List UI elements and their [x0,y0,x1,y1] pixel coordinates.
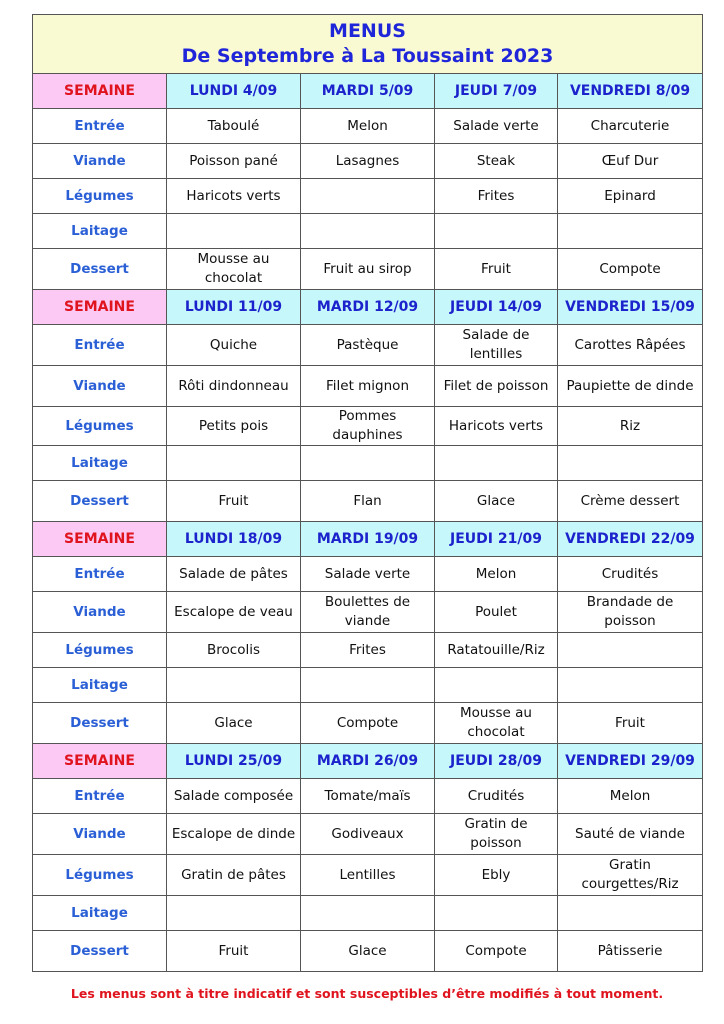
menu-cell: Tomate/maïs [301,779,435,814]
day-header: VENDREDI 29/09 [558,744,703,779]
menu-cell: Escalope de dinde [167,814,301,855]
row-label: Légumes [33,633,167,668]
menu-cell: Œuf Dur [558,144,703,179]
menu-row-legumes [33,407,703,446]
week-header-row [33,744,703,779]
menu-cell [167,668,301,703]
menu-cell: Poulet [435,592,558,633]
menu-row-laitage [33,668,703,703]
day-header: VENDREDI 22/09 [558,522,703,557]
menu-row-entree [33,109,703,144]
menu-cell [558,633,703,668]
day-header: LUNDI 25/09 [167,744,301,779]
menu-row-legumes [33,633,703,668]
week-label: SEMAINE [33,522,167,557]
title-row [33,15,703,74]
menu-cell: Godiveaux [301,814,435,855]
row-label: Dessert [33,703,167,744]
menu-cell [435,446,558,481]
menu-cell: Quiche [167,325,301,366]
menu-row-legumes [33,855,703,896]
menu-cell: Salade composée [167,779,301,814]
menu-cell: Haricots verts [435,407,558,446]
menu-cell: Boulettes de viande [301,592,435,633]
page-subtitle: De Septembre à La Toussaint 2023 [181,45,554,67]
menu-cell: Brandade de poisson [558,592,703,633]
menu-row-dessert [33,249,703,290]
menu-cell: Fruit au sirop [301,249,435,290]
menu-cell: Compote [558,249,703,290]
day-header: MARDI 26/09 [301,744,435,779]
row-label: Viande [33,366,167,407]
row-label: Dessert [33,249,167,290]
menu-cell: Mousse au chocolat [167,249,301,290]
row-label: Légumes [33,407,167,446]
menu-cell: Salade verte [435,109,558,144]
menu-cell: Taboulé [167,109,301,144]
menu-cell [301,896,435,931]
day-header: MARDI 19/09 [301,522,435,557]
day-header: JEUDI 21/09 [435,522,558,557]
menu-cell: Frites [301,633,435,668]
row-label: Légumes [33,179,167,214]
menu-cell: Escalope de veau [167,592,301,633]
week-label: SEMAINE [33,74,167,109]
menu-cell [301,668,435,703]
menu-cell: Pommes dauphines [301,407,435,446]
menu-cell: Melon [435,557,558,592]
footer-note: Les menus sont à titre indicatif et sont susceptibles d’être modifiés à tout moment. [70,986,664,1001]
menu-row-legumes [33,179,703,214]
day-header: JEUDI 7/09 [435,74,558,109]
menu-row-entree [33,779,703,814]
menu-cell: Petits pois [167,407,301,446]
menu-row-dessert [33,703,703,744]
menu-row-dessert [33,481,703,522]
menu-cell [301,446,435,481]
row-label: Légumes [33,855,167,896]
day-header: VENDREDI 8/09 [558,74,703,109]
row-label: Laitage [33,896,167,931]
menu-cell: Frites [435,179,558,214]
menu-cell: Carottes Râpées [558,325,703,366]
week-label: SEMAINE [33,744,167,779]
menu-cell: Poisson pané [167,144,301,179]
day-header: VENDREDI 15/09 [558,290,703,325]
row-label: Entrée [33,109,167,144]
menu-cell [167,214,301,249]
menu-cell: Salade de pâtes [167,557,301,592]
week-header-row [33,74,703,109]
menu-cell: Paupiette de dinde [558,366,703,407]
row-label: Laitage [33,446,167,481]
row-label: Entrée [33,779,167,814]
menu-cell: Salade de lentilles [435,325,558,366]
row-label: Entrée [33,325,167,366]
menu-row-viande [33,592,703,633]
menu-cell: Pâtisserie [558,931,703,972]
day-header: LUNDI 4/09 [167,74,301,109]
menu-cell: Charcuterie [558,109,703,144]
menu-cell: Sauté de viande [558,814,703,855]
week-header-row [33,522,703,557]
menu-cell [435,896,558,931]
menu-row-dessert [33,931,703,972]
menu-cell: Lasagnes [301,144,435,179]
menu-cell [167,896,301,931]
menu-cell: Crudités [558,557,703,592]
menu-row-laitage [33,896,703,931]
menu-cell [301,214,435,249]
menu-cell: Filet mignon [301,366,435,407]
row-label: Laitage [33,214,167,249]
menu-row-entree [33,325,703,366]
menu-cell: Epinard [558,179,703,214]
menu-cell: Salade verte [301,557,435,592]
menu-cell: Rôti dindonneau [167,366,301,407]
menu-cell: Glace [167,703,301,744]
menu-cell: Crudités [435,779,558,814]
menu-cell: Crème dessert [558,481,703,522]
day-header: LUNDI 18/09 [167,522,301,557]
menu-cell: Flan [301,481,435,522]
menu-cell: Filet de poisson [435,366,558,407]
menu-cell: Pastèque [301,325,435,366]
day-header: LUNDI 11/09 [167,290,301,325]
menu-cell [435,668,558,703]
day-header: MARDI 5/09 [301,74,435,109]
menu-cell: Gratin de pâtes [167,855,301,896]
row-label: Viande [33,814,167,855]
menu-cell: Riz [558,407,703,446]
week-header-row [33,290,703,325]
menu-row-entree [33,557,703,592]
menu-cell: Glace [301,931,435,972]
menu-row-viande [33,144,703,179]
row-label: Viande [33,592,167,633]
menu-cell: Ratatouille/Riz [435,633,558,668]
menu-row-laitage [33,214,703,249]
menu-cell: Fruit [167,931,301,972]
menu-cell [301,179,435,214]
menu-page [32,14,702,972]
row-label: Viande [33,144,167,179]
menu-row-laitage [33,446,703,481]
menu-cell [558,214,703,249]
menu-cell: Lentilles [301,855,435,896]
menu-cell: Gratin de poisson [435,814,558,855]
menu-cell: Ebly [435,855,558,896]
menu-cell: Gratin courgettes/Riz [558,855,703,896]
row-label: Laitage [33,668,167,703]
menu-cell: Glace [435,481,558,522]
menu-cell: Fruit [558,703,703,744]
row-label: Dessert [33,481,167,522]
menu-cell: Mousse au chocolat [435,703,558,744]
week-label: SEMAINE [33,290,167,325]
menu-cell: Melon [301,109,435,144]
page-title: MENUS [329,20,406,42]
menu-cell: Steak [435,144,558,179]
menu-row-viande [33,814,703,855]
row-label: Dessert [33,931,167,972]
day-header: JEUDI 14/09 [435,290,558,325]
menu-row-viande [33,366,703,407]
menu-cell [435,214,558,249]
title-cell [33,15,703,74]
menu-cell [167,446,301,481]
row-label: Entrée [33,557,167,592]
menu-cell [558,446,703,481]
menu-cell: Compote [301,703,435,744]
menu-cell [558,896,703,931]
menu-cell: Brocolis [167,633,301,668]
day-header: MARDI 12/09 [301,290,435,325]
menu-cell: Compote [435,931,558,972]
menu-table [32,14,703,972]
day-header: JEUDI 28/09 [435,744,558,779]
menu-cell: Melon [558,779,703,814]
menu-cell: Fruit [435,249,558,290]
menu-cell: Haricots verts [167,179,301,214]
menu-cell: Fruit [167,481,301,522]
menu-cell [558,668,703,703]
